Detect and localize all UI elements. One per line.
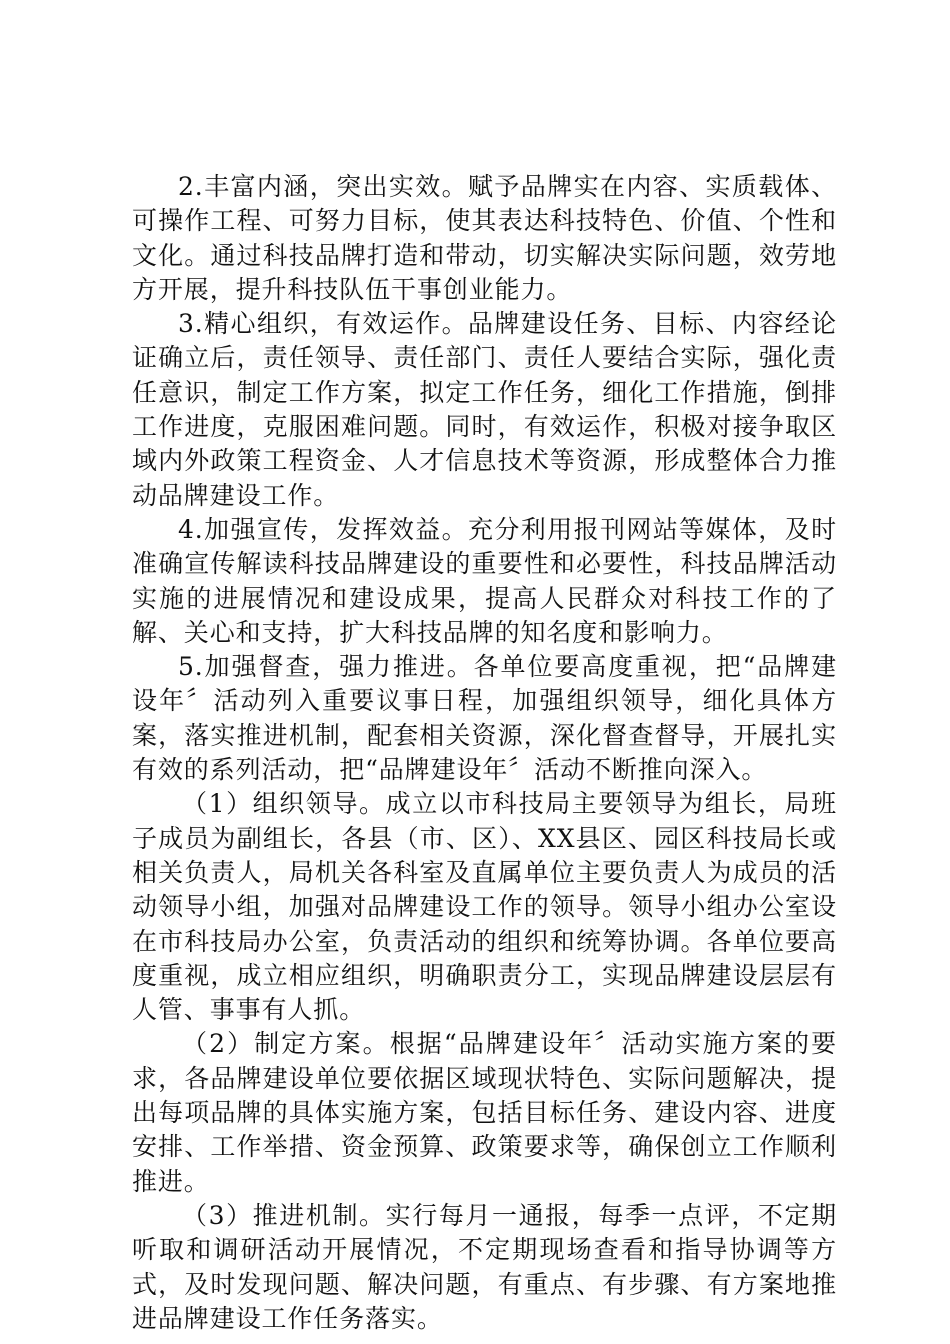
paragraph-promotion-mechanism: （3）推进机制。实行每月一通报，每季一点评，不定期听取和调研活动开展情况，不定期现场查看和指导协调等方式，及时发现问题、解决问题，有重点、有步骤、有方案地推进品牌建设工作任务落实。 — [132, 1200, 837, 1333]
paragraph-enrich-connotation: 2.丰富内涵，突出实效。赋予品牌实在内容、实质载体、可操作工程、可努力目标，使其表达科技特色、价值、个性和文化。通过科技品牌打造和带动，切实解决实际问题，效劳地方开展，提升科技队伍干事创业能力。 — [132, 172, 837, 304]
paragraph-formulate-plan: （2）制定方案。根据“品牌建设年〞活动实施方案的要求，各品牌建设单位要依据区域现状特色、实际问题解决，提出每项品牌的具体实施方案，包括目标任务、建设内容、进度安排、工作举措、资金预算、政策要求等，确保创立工作顺利推进。 — [132, 1029, 837, 1196]
document-body — [132, 170, 837, 1336]
paragraph-organizational-leadership: （1）组织领导。成立以市科技局主要领导为组长，局班子成员为副组长，各县（市、区）、XX县区、园区科技局长或相关负责人，局机关各科室及直属单位主要负责人为成员的活动领导小组，加强对品牌建设工作的领导。领导小组办公室设在市科技局办公室，负责活动的组织和统筹协调。各单位要高度重视，成立相应组织，明确职责分工，实现品牌建设层层有人管、事事有人抓。 — [132, 789, 837, 1025]
paragraph-strengthen-supervision: 5.加强督查，强力推进。各单位要高度重视，把“品牌建设年〞活动列入重要议事日程，加强组织领导，细化具体方案，落实推进机制，配套相关资源，深化督查督导，开展扎实有效的系列活动，把“品牌建设年〞活动不断推向深入。 — [132, 652, 837, 785]
paragraph-careful-organization: 3.精心组织，有效运作。品牌建设任务、目标、内容经论证确立后，责任领导、责任部门、责任人要结合实际，强化责任意识，制定工作方案，拟定工作任务，细化工作措施，倒排工作进度，克服困难问题。同时，有效运作，积极对接争取区域内外政策工程资金、人才信息技术等资源，形成整体合力推动品牌建设工作。 — [132, 309, 837, 510]
paragraph-strengthen-publicity: 4.加强宣传，发挥效益。充分利用报刊网站等媒体，及时准确宣传解读科技品牌建设的重要性和必要性，科技品牌活动实施的进展情况和建设成果，提高人民群众对科技工作的了解、关心和支持，扩大科技品牌的知名度和影响力。 — [132, 514, 837, 647]
